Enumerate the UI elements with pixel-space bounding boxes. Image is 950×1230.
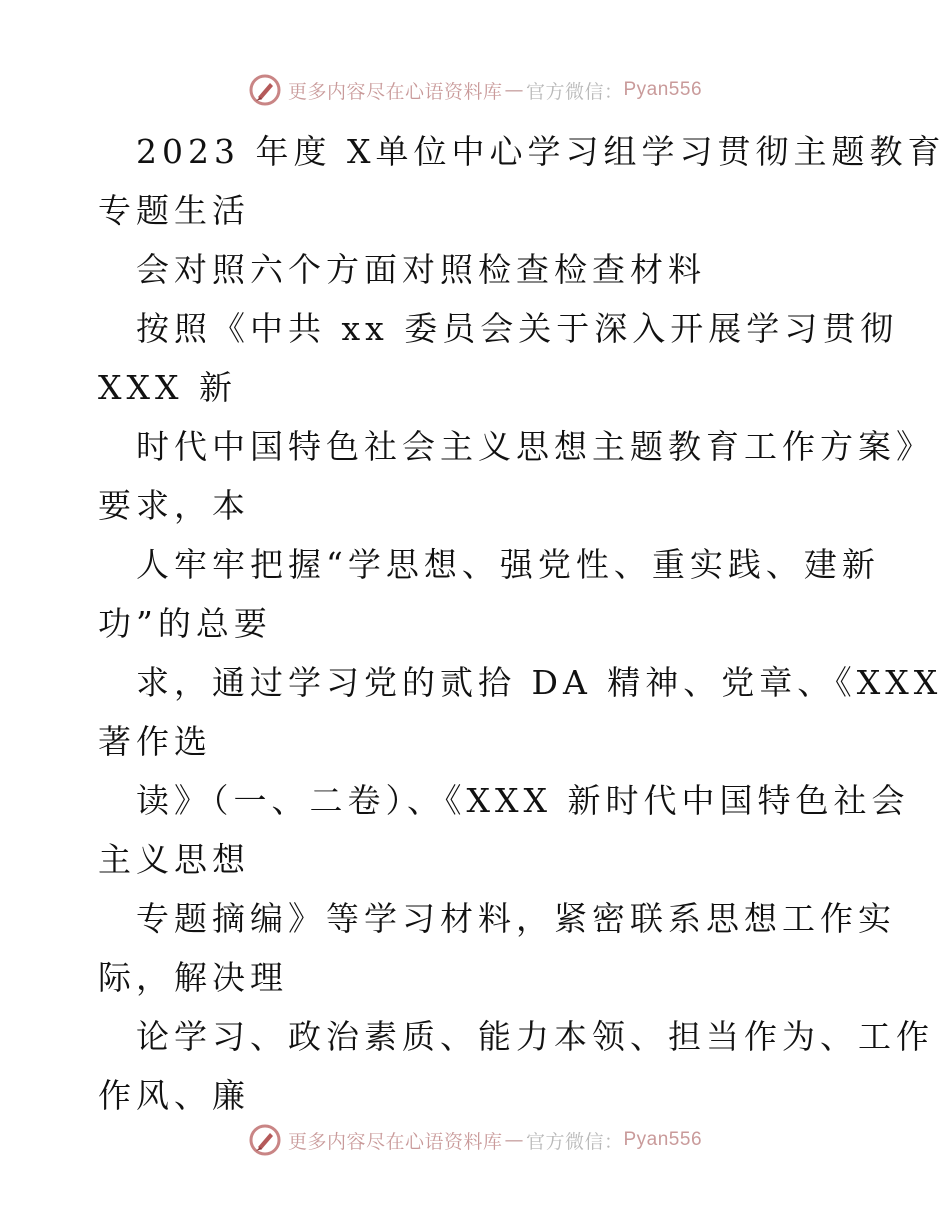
watermark-header (0, 70, 950, 110)
doc-line-1: 2023 年度 X单位中心学习组学习贯彻主题教育 (136, 132, 946, 171)
watermark-dash: — (504, 1129, 524, 1151)
doc-line-13: 主义思想 (98, 840, 250, 879)
doc-line-11: 著作选 (98, 722, 212, 761)
doc-line-15: 际，解决理 (98, 958, 288, 997)
doc-line-17: 作风、廉 (98, 1076, 250, 1115)
doc-line-7: 要求，本 (98, 486, 250, 525)
watermark-sub-text: 官方微信： (525, 80, 624, 103)
document-body (98, 122, 946, 1125)
doc-line-14: 专题摘编》等学习材料，紧密联系思想工作实 (136, 899, 896, 938)
watermark-main-text: 更多内容尽在心语资料库 (287, 80, 503, 103)
watermark-footer (0, 1120, 950, 1160)
doc-line-6: 时代中国特色社会主义思想主题教育工作方案》 (136, 427, 934, 466)
watermark-handle: Pyan556 (623, 79, 703, 100)
doc-line-12: 读》（一、二卷）、《XXX 新时代中国特色社会 (136, 781, 910, 820)
doc-line-5: XXX 新 (98, 368, 237, 407)
doc-line-10: 求，通过学习党的贰拾 DA 精神、党章、《XXX (136, 663, 943, 702)
pen-logo-icon (248, 73, 282, 107)
watermark-main-text: 更多内容尽在心语资料库 (287, 1130, 503, 1153)
doc-line-3: 会对照六个方面对照检查检查材料 (136, 250, 706, 289)
doc-line-2: 专题生活 (98, 191, 250, 230)
watermark-dash: — (504, 79, 524, 101)
doc-line-9: 功”的总要 (98, 604, 272, 643)
doc-line-4: 按照《中共 xx 委员会关于深入开展学习贯彻 (136, 309, 899, 348)
watermark-sub-text: 官方微信： (525, 1130, 624, 1153)
doc-line-16: 论学习、政治素质、能力本领、担当作为、工作 (136, 1017, 934, 1056)
doc-line-8: 人牢牢把握“学思想、强党性、重实践、建新 (136, 545, 880, 584)
watermark-handle: Pyan556 (623, 1129, 703, 1150)
pen-logo-icon (248, 1123, 282, 1157)
